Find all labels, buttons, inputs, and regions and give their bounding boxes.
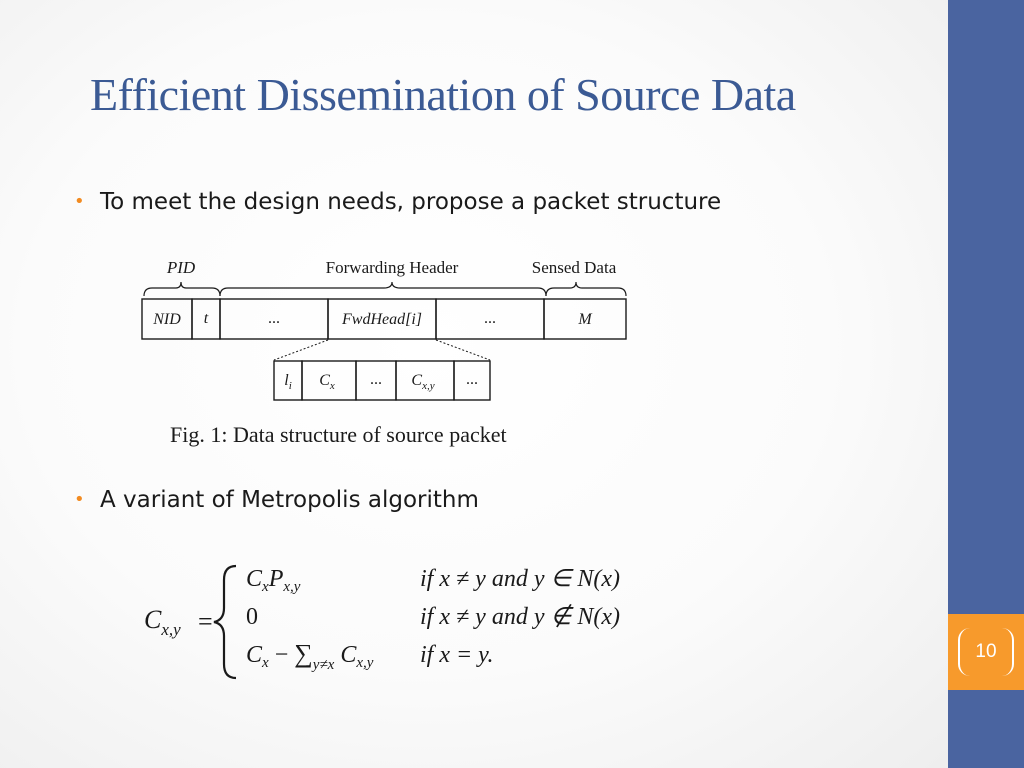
case-2-condition: if x ≠ y and y ∉ N(x)	[420, 604, 621, 630]
slide-title: Efficient Dissemination of Source Data	[90, 69, 796, 120]
cell-m: M	[578, 311, 592, 328]
equation-equals: =	[198, 607, 213, 636]
packet-sub-row	[274, 361, 490, 400]
bullet-item	[74, 487, 479, 513]
brace-pid	[144, 282, 220, 296]
page-number: 10	[975, 641, 997, 662]
case-1-expr: $C_xP_{x,y}$	[246, 566, 301, 595]
bullet-icon: •	[74, 489, 85, 510]
bullet-icon: •	[74, 191, 85, 212]
cell-fwdhead: FwdHead[i]	[342, 311, 422, 328]
brace-forwarding-header	[220, 282, 546, 296]
case-3-expr: $C_x - \sum_{y\ne x}$ $C_{x,y}$	[246, 639, 374, 673]
metropolis-equation	[140, 556, 640, 686]
case-2-expr: 0	[246, 604, 258, 630]
cell-dots-2: ...	[484, 310, 496, 327]
expand-line-right	[436, 340, 490, 360]
cell-sub-dots-2: ...	[466, 371, 478, 388]
cell-dots-1: ...	[268, 310, 280, 327]
cell-cx: $C_x$	[319, 372, 335, 392]
label-forwarding-header: Forwarding Header	[325, 258, 459, 277]
bullet-item	[74, 189, 721, 215]
cell-li: $l_i$	[284, 372, 292, 392]
equation-brace	[214, 566, 236, 678]
cell-t: t	[203, 310, 209, 327]
cell-nid: NID	[153, 311, 181, 328]
cell-cxy: $C_{x,y}$	[411, 372, 435, 392]
cell-sub-dots-1: ...	[370, 371, 382, 388]
label-sensed-data: Sensed Data	[531, 258, 617, 277]
expand-line-left	[274, 340, 328, 360]
packet-structure-figure	[130, 250, 640, 455]
bullet-text: A variant of Metropolis algorithm	[100, 487, 479, 513]
equation-lhs: $C_{x,y}$	[144, 605, 181, 639]
bullet-text: To meet the design needs, propose a packet structure	[100, 189, 722, 215]
figure-caption: Fig. 1: Data structure of source packet	[170, 422, 507, 447]
brace-sensed-data	[546, 282, 626, 296]
label-pid: PID	[166, 258, 196, 277]
case-3-condition: if x = y.	[420, 642, 494, 668]
case-1-condition: if x ≠ y and y ∈ N(x)	[420, 566, 621, 592]
